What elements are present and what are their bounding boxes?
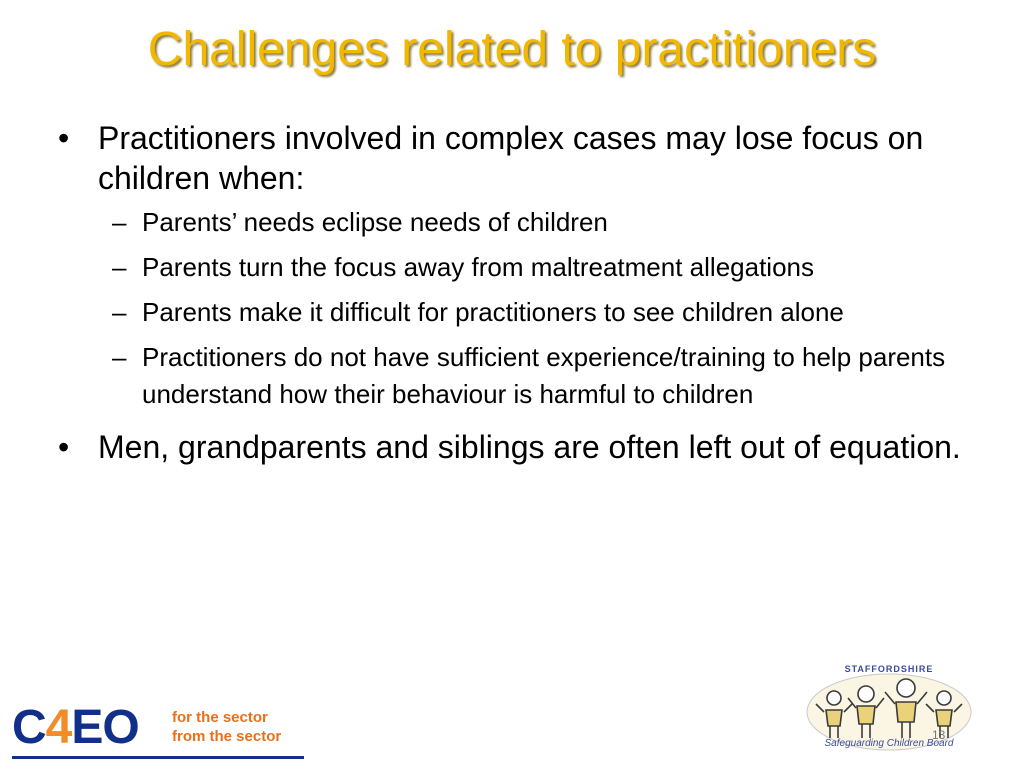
c4eo-letter-c: C (12, 701, 46, 754)
bullet-item (52, 427, 982, 467)
sub-bullet-text: Practitioners do not have sufficient experience/training to help parents understand how their behaviour is harmful to children (142, 342, 946, 409)
slide-title: Challenges related to practitioners (147, 23, 877, 76)
c4eo-tagline (172, 708, 281, 746)
c4eo-digit-4: 4 (45, 701, 72, 754)
bullet-item (52, 118, 982, 198)
staffordshire-title: STAFFORDSHIRE (844, 664, 934, 674)
bullet-marker: • (58, 429, 70, 465)
page-number: 13 (932, 728, 946, 742)
c4eo-wordmark (12, 700, 139, 756)
sub-bullet-text: Parents make it difficult for practitioners to see children alone (142, 297, 844, 327)
c4eo-tagline-line-1: for the sector (172, 709, 268, 726)
sub-bullet-item (52, 294, 982, 331)
sub-bullet-text: Parents turn the focus away from maltreatment allegations (142, 252, 814, 282)
sub-bullet-text: Parents’ needs eclipse needs of children (142, 207, 608, 237)
c4eo-letters-eo: EO (71, 701, 139, 754)
dash-marker: – (112, 252, 127, 282)
c4eo-tagline-line-2: from the sector (172, 728, 282, 745)
dash-marker: – (112, 207, 127, 237)
c4eo-logo (6, 700, 306, 764)
children-figures-icon (794, 664, 984, 764)
bullet-marker: • (58, 120, 70, 156)
bullet-text: Men, grandparents and siblings are often left out of equation. (98, 429, 961, 465)
staffordshire-subtitle: Safeguarding Children Board (824, 738, 954, 749)
sub-bullet-item (52, 339, 982, 413)
slide-content (52, 118, 982, 473)
c4eo-underline (12, 756, 304, 759)
sub-bullet-item (52, 204, 982, 241)
staffordshire-logo (794, 664, 984, 764)
dash-marker: – (112, 297, 127, 327)
bullet-text: Practitioners involved in complex cases may lose focus on children when: (98, 120, 924, 196)
dash-marker: – (112, 342, 127, 372)
sub-bullet-item (52, 249, 982, 286)
